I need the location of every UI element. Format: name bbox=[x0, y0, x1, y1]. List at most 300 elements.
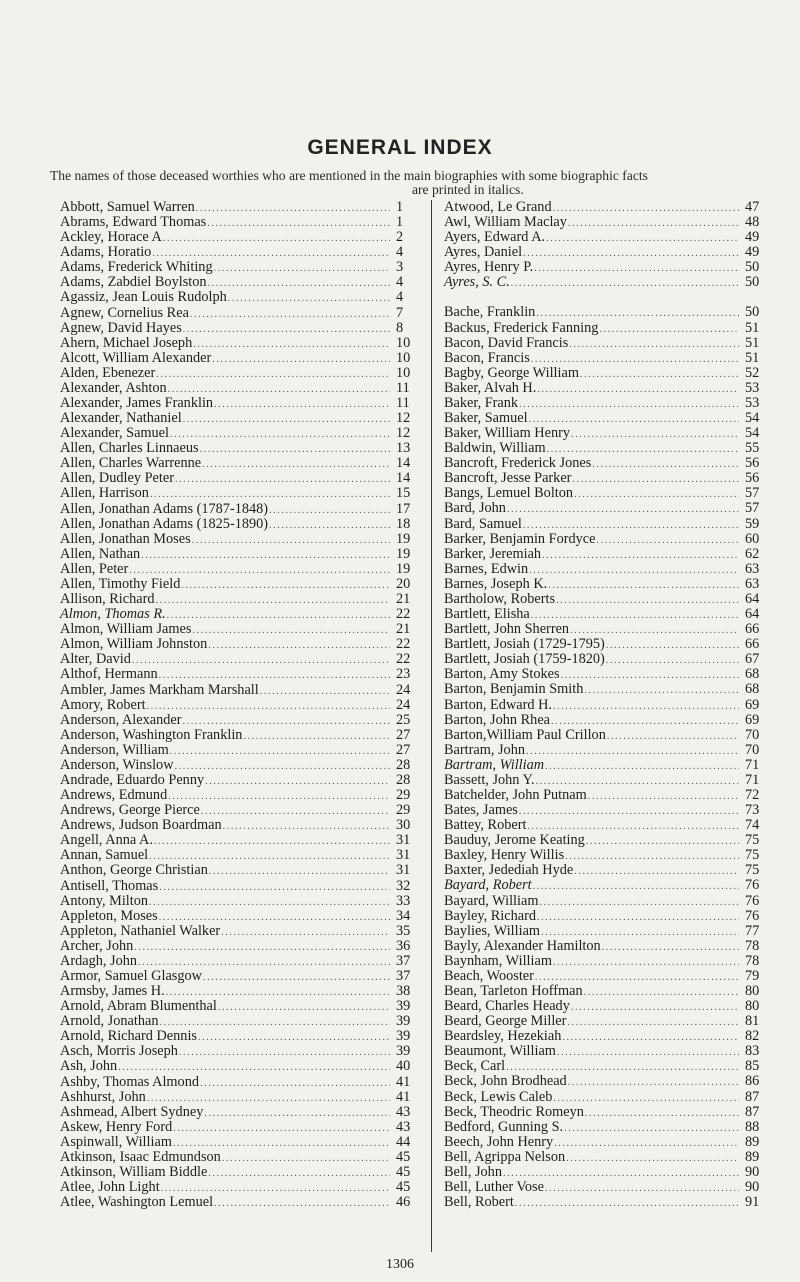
entry-page: 56 bbox=[745, 455, 760, 472]
entry-page: 63 bbox=[745, 575, 760, 592]
entry-name: Bartram, John bbox=[444, 741, 525, 758]
entry-page: 41 bbox=[396, 1088, 411, 1105]
dot-leader bbox=[553, 699, 739, 714]
entry-name: Bayly, Alexander Hamilton bbox=[444, 937, 601, 954]
entry-page: 81 bbox=[745, 1013, 760, 1030]
entry-page: 69 bbox=[745, 696, 760, 713]
entry-name: Beard, George Miller bbox=[444, 1013, 567, 1030]
dot-leader bbox=[568, 1075, 739, 1090]
dot-leader bbox=[190, 307, 390, 322]
dot-leader bbox=[574, 487, 739, 502]
entry-page: 14 bbox=[396, 470, 411, 487]
entry-name: Beck, John Brodhead bbox=[444, 1073, 567, 1090]
index-entry bbox=[444, 1059, 769, 1074]
entry-page: 27 bbox=[396, 726, 411, 743]
index-entry bbox=[60, 1014, 420, 1029]
entry-name: Ash, John bbox=[60, 1058, 118, 1075]
index-entry bbox=[60, 1105, 420, 1120]
entry-name: Atwood, Le Grand bbox=[444, 199, 552, 215]
index-entry bbox=[444, 1029, 769, 1044]
entry-name: Abrams, Edward Thomas bbox=[60, 214, 207, 231]
dot-leader bbox=[569, 337, 739, 352]
entry-name: Adams, Zabdiel Boylston bbox=[60, 274, 207, 291]
dot-leader bbox=[141, 548, 390, 563]
dot-leader bbox=[175, 759, 390, 774]
entry-page: 49 bbox=[745, 244, 760, 261]
index-entry bbox=[60, 396, 420, 411]
entry-page: 55 bbox=[745, 440, 760, 457]
dot-leader bbox=[193, 337, 390, 352]
entry-name: Ayers, Edward A. bbox=[444, 229, 546, 246]
entry-name: Beck, Theodric Romeyn bbox=[444, 1103, 584, 1120]
dot-leader bbox=[584, 683, 739, 698]
dot-leader bbox=[222, 1151, 390, 1166]
entry-name: Bartlett, Elisha bbox=[444, 606, 530, 623]
index-entry bbox=[60, 215, 420, 230]
index-entry bbox=[444, 682, 769, 697]
index-entry bbox=[444, 1150, 769, 1165]
index-entry bbox=[444, 637, 769, 652]
index-entry bbox=[60, 577, 420, 592]
index-entry bbox=[444, 728, 769, 743]
entry-name: Allen, Peter bbox=[60, 560, 129, 577]
dot-leader bbox=[209, 864, 390, 879]
index-entry bbox=[60, 743, 420, 758]
index-entry bbox=[60, 1059, 420, 1074]
entry-page: 27 bbox=[396, 741, 411, 758]
entry-name: Bartlett, John Sherren bbox=[444, 621, 570, 638]
entry-name: Antony, Milton bbox=[60, 892, 149, 909]
dot-leader bbox=[533, 879, 739, 894]
entry-name: Adams, Horatio bbox=[60, 244, 152, 261]
index-entry bbox=[444, 1180, 769, 1195]
dot-leader bbox=[507, 502, 739, 517]
dot-leader bbox=[567, 1015, 739, 1030]
entry-page: 75 bbox=[745, 847, 760, 864]
dot-leader bbox=[192, 533, 390, 548]
dot-leader bbox=[207, 216, 390, 231]
entry-name: Allison, Richard bbox=[60, 591, 155, 608]
index-entry bbox=[444, 1044, 769, 1059]
dot-leader bbox=[607, 729, 739, 744]
entry-page: 64 bbox=[745, 606, 760, 623]
dot-leader bbox=[592, 457, 739, 472]
index-entry bbox=[60, 1120, 420, 1135]
dot-leader bbox=[170, 427, 390, 442]
entry-name: Alden, Ebenezer bbox=[60, 364, 156, 381]
dot-leader bbox=[556, 593, 739, 608]
index-entry bbox=[60, 260, 420, 275]
entry-page: 13 bbox=[396, 440, 411, 457]
index-entry bbox=[444, 456, 769, 471]
entry-name: Baylies, William bbox=[444, 922, 541, 939]
index-entry bbox=[60, 411, 420, 426]
entry-page: 87 bbox=[745, 1088, 760, 1105]
entry-name: Bayley, Richard bbox=[444, 907, 536, 924]
entry-name: Barton, Edward H. bbox=[444, 696, 552, 713]
entry-page: 54 bbox=[745, 425, 760, 442]
entry-page: 24 bbox=[396, 681, 411, 698]
index-entry bbox=[60, 290, 420, 305]
entry-page: 74 bbox=[745, 817, 760, 834]
entry-name: Alexander, James Franklin bbox=[60, 395, 214, 412]
dot-leader bbox=[562, 1030, 739, 1045]
entry-page: 10 bbox=[396, 334, 411, 351]
entry-page: 66 bbox=[745, 621, 760, 638]
entry-name: Appleton, Moses bbox=[60, 907, 158, 924]
entry-name: Barker, Jeremiah bbox=[444, 545, 542, 562]
entry-page: 87 bbox=[745, 1103, 760, 1120]
index-entry bbox=[60, 667, 420, 682]
index-entry bbox=[60, 426, 420, 441]
index-entry bbox=[60, 230, 420, 245]
entry-page: 63 bbox=[745, 560, 760, 577]
index-entry bbox=[444, 954, 769, 969]
index-entry bbox=[444, 1074, 769, 1089]
entry-name: Anderson, Winslow bbox=[60, 756, 174, 773]
entry-name: Baxley, Henry Willis bbox=[444, 847, 565, 864]
dot-leader bbox=[181, 578, 390, 593]
entry-page: 40 bbox=[396, 1058, 411, 1075]
dot-leader bbox=[208, 638, 390, 653]
entry-page: 17 bbox=[396, 500, 411, 517]
entry-page: 43 bbox=[396, 1118, 411, 1135]
entry-name: Beck, Carl bbox=[444, 1058, 506, 1075]
entry-name: Bates, James bbox=[444, 802, 518, 819]
entry-page: 37 bbox=[396, 967, 411, 984]
dot-leader bbox=[202, 457, 390, 472]
dot-leader bbox=[554, 1136, 739, 1151]
dot-leader bbox=[553, 955, 739, 970]
entry-name: Baker, Alvah H. bbox=[444, 379, 537, 396]
entry-name: Atlee, Washington Lemuel bbox=[60, 1194, 214, 1211]
entry-page: 49 bbox=[745, 229, 760, 246]
entry-page: 29 bbox=[396, 787, 411, 804]
entry-name: Allen, Timothy Field bbox=[60, 575, 181, 592]
entry-page: 90 bbox=[745, 1163, 760, 1180]
dot-leader bbox=[519, 804, 739, 819]
entry-name: Bagby, George William bbox=[444, 364, 579, 381]
dot-leader bbox=[200, 1076, 390, 1091]
dot-leader bbox=[203, 970, 390, 985]
dot-leader bbox=[523, 246, 739, 261]
index-entry bbox=[60, 954, 420, 969]
entry-page: 29 bbox=[396, 802, 411, 819]
index-entry bbox=[444, 863, 769, 878]
entry-name: Adams, Frederick Whiting bbox=[60, 259, 213, 276]
entry-name: Barton, Amy Stokes bbox=[444, 666, 560, 683]
entry-page: 88 bbox=[745, 1118, 760, 1135]
index-entry bbox=[444, 607, 769, 622]
dot-leader bbox=[243, 729, 390, 744]
entry-name: Bell, John bbox=[444, 1163, 502, 1180]
index-entry bbox=[60, 1029, 420, 1044]
dot-leader bbox=[515, 1196, 739, 1211]
dot-leader bbox=[163, 231, 390, 246]
entry-name: Alter, David bbox=[60, 651, 131, 668]
dot-leader bbox=[183, 412, 390, 427]
index-entry bbox=[444, 275, 769, 290]
entry-name: Asch, Morris Joseph bbox=[60, 1043, 178, 1060]
index-entry bbox=[444, 924, 769, 939]
entry-name: Battey, Robert bbox=[444, 817, 527, 834]
entry-page: 45 bbox=[396, 1179, 411, 1196]
entry-name: Bauduy, Jerome Keating bbox=[444, 832, 585, 849]
dot-leader bbox=[198, 1030, 390, 1045]
dot-leader bbox=[529, 563, 739, 578]
entry-page: 80 bbox=[745, 998, 760, 1015]
entry-name: Armor, Samuel Glasgow bbox=[60, 967, 202, 984]
index-entry bbox=[444, 713, 769, 728]
entry-page: 60 bbox=[745, 530, 760, 547]
index-entry bbox=[60, 1180, 420, 1195]
dot-leader bbox=[214, 397, 390, 412]
dot-leader bbox=[208, 1166, 390, 1181]
dot-leader bbox=[167, 608, 390, 623]
index-entry bbox=[444, 200, 769, 215]
entry-page: 57 bbox=[745, 485, 760, 502]
dot-leader bbox=[606, 638, 739, 653]
entry-page: 79 bbox=[745, 967, 760, 984]
index-entry bbox=[60, 607, 420, 622]
entry-name: Atkinson, William Biddle bbox=[60, 1164, 208, 1180]
entry-page: 22 bbox=[396, 606, 411, 623]
entry-name: Arnold, Abram Blumenthal bbox=[60, 998, 217, 1015]
dot-leader bbox=[156, 367, 390, 382]
entry-page: 39 bbox=[396, 998, 411, 1015]
index-entry bbox=[444, 758, 769, 773]
index-entry bbox=[60, 652, 420, 667]
index-entry bbox=[60, 592, 420, 607]
entry-name: Archer, John bbox=[60, 937, 134, 954]
entry-page: 86 bbox=[745, 1073, 760, 1090]
dot-leader bbox=[602, 940, 739, 955]
entry-page: 25 bbox=[396, 711, 411, 728]
entry-page: 64 bbox=[745, 590, 760, 607]
entry-name: Baldwin, William bbox=[444, 440, 546, 457]
entry-name: Beech, John Henry bbox=[444, 1133, 554, 1150]
entry-name: Arnold, Jonathan bbox=[60, 1013, 159, 1030]
index-entry bbox=[444, 909, 769, 924]
page-title: GENERAL INDEX bbox=[307, 136, 493, 160]
entry-page: 53 bbox=[745, 394, 760, 411]
dot-leader bbox=[223, 819, 390, 834]
index-entry bbox=[444, 833, 769, 848]
entry-name: Andrade, Eduardo Penny bbox=[60, 771, 205, 788]
entry-name: Allen, Harrison bbox=[60, 485, 149, 502]
entry-name: Bartholow, Roberts bbox=[444, 590, 556, 607]
index-entry bbox=[444, 969, 769, 984]
entry-page: 76 bbox=[745, 892, 760, 909]
dot-leader bbox=[201, 804, 390, 819]
entry-page: 68 bbox=[745, 681, 760, 698]
entry-page: 51 bbox=[745, 319, 760, 336]
entry-page: 18 bbox=[396, 515, 411, 532]
entry-name: Allen, Jonathan Moses bbox=[60, 530, 191, 547]
entry-name: Ahern, Michael Joseph bbox=[60, 334, 193, 351]
dot-leader bbox=[606, 653, 739, 668]
entry-name: Allen, Charles Warrenne bbox=[60, 455, 202, 472]
entry-page: 30 bbox=[396, 817, 411, 834]
index-entry bbox=[444, 351, 769, 366]
entry-page: 68 bbox=[745, 666, 760, 683]
index-entry bbox=[444, 1090, 769, 1105]
index-entry bbox=[444, 426, 769, 441]
entry-page: 23 bbox=[396, 666, 411, 683]
index-entry bbox=[444, 667, 769, 682]
entry-page: 15 bbox=[396, 485, 411, 502]
index-entry bbox=[60, 863, 420, 878]
index-entry bbox=[60, 1090, 420, 1105]
entry-name: Barton,William Paul Crillon bbox=[444, 726, 606, 743]
dot-leader bbox=[168, 789, 390, 804]
entry-page: 78 bbox=[745, 937, 760, 954]
entry-name: Baker, William Henry bbox=[444, 425, 571, 442]
dot-leader bbox=[571, 427, 739, 442]
entry-page: 12 bbox=[396, 410, 411, 427]
entry-name: Bell, Luther Vose bbox=[444, 1179, 544, 1195]
entry-name: Bartlett, Josiah (1759-1820) bbox=[444, 651, 605, 668]
entry-page: 45 bbox=[396, 1148, 411, 1165]
entry-name: Bayard, William bbox=[444, 892, 539, 909]
entry-name: Almon, William Johnston bbox=[60, 636, 208, 653]
dot-leader bbox=[154, 834, 390, 849]
entry-name: Allen, Jonathan Adams (1825-1890) bbox=[60, 515, 269, 532]
dot-leader bbox=[214, 261, 390, 276]
index-entry bbox=[444, 652, 769, 667]
entry-name: Beard, Charles Heady bbox=[444, 998, 570, 1015]
entry-page: 43 bbox=[396, 1103, 411, 1120]
entry-name: Ayres, S. C. bbox=[444, 274, 510, 291]
entry-page: 4 bbox=[396, 289, 404, 306]
entry-name: Bacon, Francis bbox=[444, 349, 530, 366]
index-entry bbox=[60, 713, 420, 728]
entry-page: 48 bbox=[745, 214, 760, 231]
entry-page: 22 bbox=[396, 651, 411, 668]
entry-name: Bell, Robert bbox=[444, 1194, 514, 1211]
dot-leader bbox=[588, 789, 739, 804]
entry-name: Bard, John bbox=[444, 500, 506, 517]
entry-name: Allen, Jonathan Adams (1787-1848) bbox=[60, 500, 269, 517]
index-entry bbox=[444, 1135, 769, 1150]
index-entry bbox=[60, 1075, 420, 1090]
dot-leader bbox=[205, 774, 390, 789]
entry-page: 70 bbox=[745, 726, 760, 743]
entry-name: Atlee, John Light bbox=[60, 1179, 160, 1196]
index-entry bbox=[444, 230, 769, 245]
dot-leader bbox=[156, 593, 390, 608]
dot-leader bbox=[200, 442, 390, 457]
entry-page: 41 bbox=[396, 1073, 411, 1090]
index-entry bbox=[60, 728, 420, 743]
entry-page: 4 bbox=[396, 244, 404, 261]
index-entry bbox=[444, 818, 769, 833]
entry-name: Bancroft, Jesse Parker bbox=[444, 470, 572, 487]
entry-name: Althof, Hermann bbox=[60, 666, 158, 683]
dot-leader bbox=[519, 397, 739, 412]
dot-leader bbox=[548, 578, 739, 593]
index-entry bbox=[60, 366, 420, 381]
entry-name: Barton, Benjamin Smith bbox=[444, 681, 584, 698]
dot-leader bbox=[204, 1106, 390, 1121]
index-entry bbox=[60, 306, 420, 321]
index-entry bbox=[444, 743, 769, 758]
entry-name: Ashby, Thomas Almond bbox=[60, 1073, 200, 1090]
index-entry bbox=[444, 381, 769, 396]
dot-leader bbox=[599, 322, 739, 337]
index-entry bbox=[444, 532, 769, 547]
entry-page: 85 bbox=[745, 1058, 760, 1075]
entry-page: 90 bbox=[745, 1179, 760, 1195]
entry-name: Appleton, Nathaniel Walker bbox=[60, 922, 221, 939]
dot-leader bbox=[561, 668, 739, 683]
dot-leader bbox=[173, 1121, 390, 1136]
index-entry bbox=[444, 366, 769, 381]
index-entry bbox=[444, 336, 769, 351]
entry-name: Ayres, Henry P. bbox=[444, 259, 534, 276]
entry-page: 21 bbox=[396, 621, 411, 638]
entry-name: Almon, Thomas R. bbox=[60, 606, 166, 623]
dot-leader bbox=[539, 895, 739, 910]
entry-name: Abbott, Samuel Warren bbox=[60, 199, 195, 215]
index-entry bbox=[444, 622, 769, 637]
entry-page: 7 bbox=[396, 304, 404, 321]
entry-page: 1 bbox=[396, 199, 404, 215]
index-entry bbox=[60, 1165, 420, 1180]
dot-leader bbox=[175, 472, 390, 487]
entry-page: 24 bbox=[396, 696, 411, 713]
page-number: 1306 bbox=[386, 1257, 414, 1272]
entry-name: Agnew, Cornelius Rea bbox=[60, 304, 189, 321]
entry-name: Alexander, Nathaniel bbox=[60, 410, 182, 427]
entry-page: 77 bbox=[745, 922, 760, 939]
index-entry bbox=[60, 502, 420, 517]
index-entry bbox=[60, 622, 420, 637]
entry-page: 39 bbox=[396, 1043, 411, 1060]
dot-leader bbox=[585, 1106, 739, 1121]
dot-leader bbox=[260, 684, 390, 699]
entry-name: Barnes, Joseph K. bbox=[444, 575, 548, 592]
entry-page: 38 bbox=[396, 983, 411, 1000]
entry-page: 19 bbox=[396, 530, 411, 547]
dot-leader bbox=[571, 1000, 739, 1015]
index-entry bbox=[444, 894, 769, 909]
index-entry bbox=[444, 698, 769, 713]
index-entry bbox=[60, 637, 420, 652]
entry-name: Ackley, Horace A bbox=[60, 229, 162, 246]
entry-name: Annan, Samuel bbox=[60, 847, 149, 864]
entry-name: Bayard, Robert bbox=[444, 877, 532, 894]
index-entry bbox=[444, 486, 769, 501]
index-entry bbox=[444, 245, 769, 260]
entry-page: 76 bbox=[745, 907, 760, 924]
index-entry bbox=[444, 411, 769, 426]
entry-page: 59 bbox=[745, 515, 760, 532]
dot-leader bbox=[183, 322, 390, 337]
entry-name: Barton, John Rhea bbox=[444, 711, 551, 728]
index-entry bbox=[60, 562, 420, 577]
index-entry bbox=[60, 1044, 420, 1059]
entry-page: 57 bbox=[745, 500, 760, 517]
index-entry bbox=[60, 245, 420, 260]
entry-name: Bache, Franklin bbox=[444, 304, 536, 321]
entry-name: Andrews, Edmund bbox=[60, 787, 168, 804]
dot-leader bbox=[159, 880, 390, 895]
entry-page: 75 bbox=[745, 832, 760, 849]
index-entry bbox=[60, 456, 420, 471]
dot-leader bbox=[584, 985, 739, 1000]
entry-page: 80 bbox=[745, 982, 760, 999]
